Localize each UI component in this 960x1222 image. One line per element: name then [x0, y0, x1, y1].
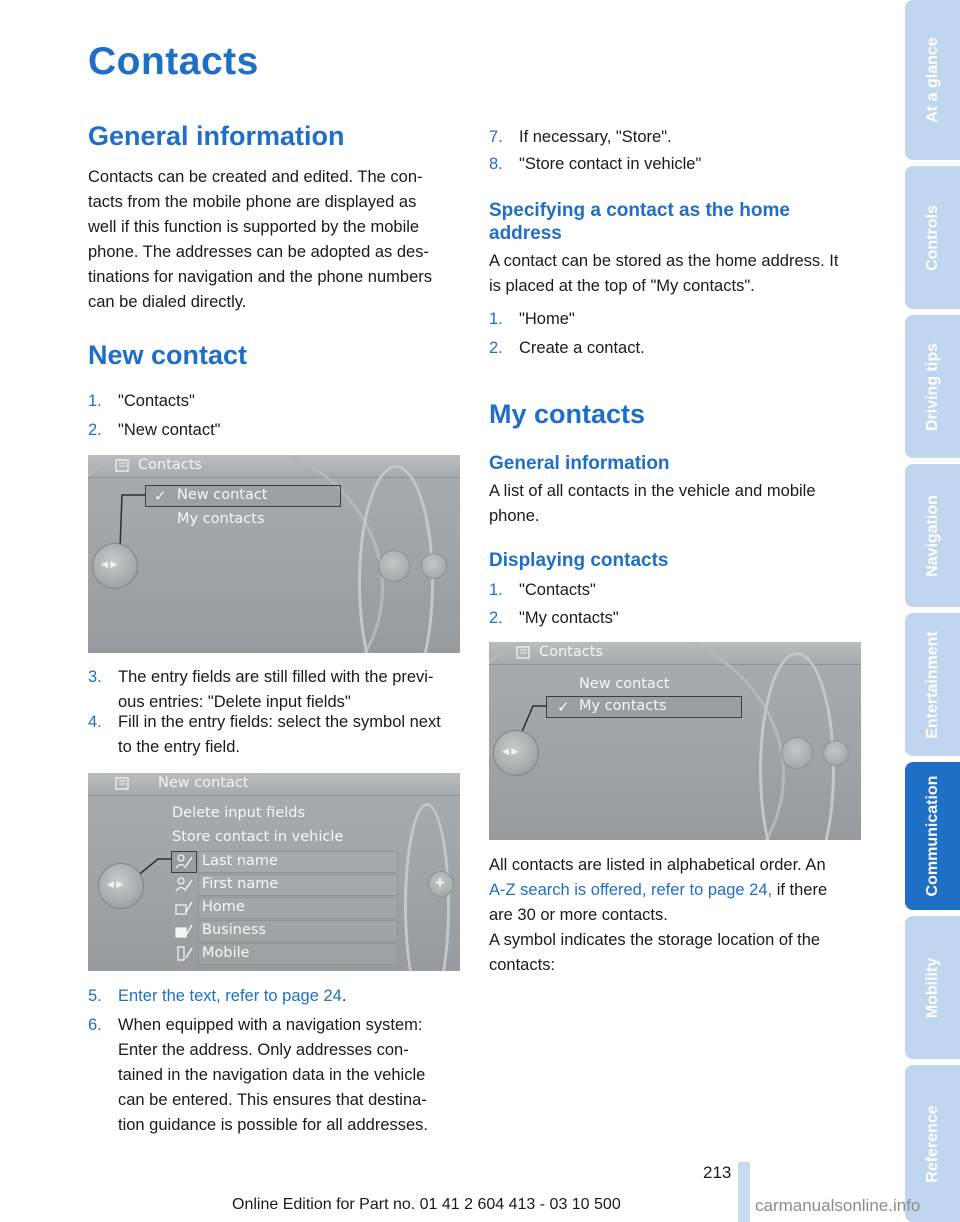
controller-knob-icon [92, 543, 138, 589]
step-text [118, 1013, 462, 1138]
section-new-contact-heading: New contact [88, 340, 248, 370]
text-line: can be dialed directly. [88, 293, 247, 311]
text-line: A contact can be stored as the home address. It [489, 252, 839, 270]
tab-label: Entertainment [923, 630, 941, 739]
text-line: A symbol indicates the storage location of the [489, 931, 821, 949]
step-number: 5. [88, 987, 102, 1005]
text-line: are 30 or more contacts. [489, 906, 668, 924]
text-line [489, 878, 869, 903]
plus-icon: + [435, 873, 445, 892]
field-label-business: Business [202, 922, 266, 938]
step-text [118, 665, 462, 715]
controller-knob-icon [98, 863, 144, 909]
check-icon: ✓ [154, 488, 167, 505]
text-line: tained in the navigation data in the vehicle [118, 1066, 426, 1084]
tab-driving-tips[interactable] [905, 315, 960, 458]
step-number: 4. [88, 713, 102, 731]
screen-title: Contacts [138, 457, 202, 473]
text-line: The entry fields are still filled with the previ- [118, 668, 434, 686]
step-text: Create a contact. [519, 339, 645, 357]
idrive-screen-new-contact [88, 773, 460, 971]
text-line: tion guidance is possible for all addresses. [118, 1116, 429, 1134]
text-line: contacts: [489, 956, 556, 974]
tab-label: Mobility [923, 957, 941, 1018]
tab-label: Driving tips [923, 342, 941, 431]
screen-title: Contacts [539, 644, 603, 660]
phone-edit-icon [174, 945, 194, 962]
step-number: 7. [489, 128, 503, 146]
step-text: "Contacts" [118, 392, 195, 410]
menu-button-icon [823, 740, 849, 766]
footer-edition-text: Online Edition for Part no. 01 41 2 604 413 - 03 10 500 [232, 1196, 621, 1213]
step-number: 2. [88, 421, 102, 439]
my-contacts-general-heading: General information [489, 453, 670, 474]
alphabetical-order-text [489, 853, 869, 928]
link-az-search[interactable]: A-Z search is offered, refer to page 24, [489, 881, 773, 899]
text-line-suffix: if there [772, 881, 828, 899]
tab-mobility[interactable] [905, 916, 960, 1059]
general-information-text [88, 165, 432, 315]
menu-item-my-contacts[interactable]: My contacts [177, 511, 265, 527]
step-text-suffix: . [341, 987, 347, 1005]
idrive-screen-contacts-menu [88, 455, 460, 653]
menu-item-delete-input-fields[interactable]: Delete input fields [172, 805, 305, 821]
text-line: well if this function is supported by the mobile [88, 218, 420, 236]
options-button-icon [378, 550, 410, 582]
knob-arrows: ◀ ▶ [502, 746, 519, 756]
text-line: phone. The addresses can be adopted as des- [88, 243, 429, 261]
screen-title: New contact [158, 775, 249, 791]
address-edit-icon [174, 899, 194, 916]
step-number: 1. [489, 581, 503, 599]
step-number: 1. [489, 310, 503, 328]
text-line: tinations for navigation and the phone numbers [88, 268, 432, 286]
my-contacts-general-text [489, 479, 861, 529]
knob-arrows: ◀ ▶ [107, 879, 124, 889]
contacts-book-icon [115, 777, 131, 790]
text-line: can be entered. This ensures that destina- [118, 1091, 427, 1109]
step-number: 2. [489, 609, 503, 627]
field-label-last-name: Last name [202, 853, 278, 869]
page-number-bar [738, 1162, 750, 1222]
home-address-text [489, 249, 861, 299]
screen-titlebar [88, 773, 460, 796]
text-line: All contacts are listed in alphabetical order. An [489, 856, 826, 874]
text-line: to the entry field. [118, 738, 240, 756]
tab-controls[interactable] [905, 166, 960, 309]
section-general-information-heading: General information [88, 121, 345, 151]
link-enter-text[interactable]: Enter the text, refer to page 24 [118, 987, 342, 1005]
text-line: Fill in the entry fields: select the symbol next [118, 713, 441, 731]
text-line: When equipped with a navigation system: [118, 1016, 423, 1034]
text-line: is placed at the top of "My contacts". [489, 277, 755, 295]
storage-location-text [489, 928, 861, 978]
text-line: A list of all contacts in the vehicle and mobile [489, 482, 816, 500]
step-text: "Store contact in vehicle" [519, 155, 702, 173]
page-number: 213 [703, 1163, 732, 1182]
text-line: Contacts can be created and edited. The con- [88, 168, 423, 186]
menu-item-new-contact[interactable]: New contact [579, 676, 670, 692]
step-text: "My contacts" [519, 609, 619, 627]
controller-knob-icon [493, 730, 539, 776]
field-label-mobile: Mobile [202, 945, 250, 961]
tab-label: Controls [923, 204, 941, 271]
text-line: Enter the address. Only addresses con- [118, 1041, 409, 1059]
heading-line: Specifying a contact as the home [489, 200, 790, 221]
field-label-home: Home [202, 899, 245, 915]
tab-communication[interactable] [905, 762, 960, 910]
menu-item-my-contacts[interactable]: My contacts [579, 698, 667, 714]
home-address-heading [489, 199, 861, 245]
tab-entertainment[interactable] [905, 613, 960, 756]
step-text: "New contact" [118, 421, 221, 439]
tab-label: Communication [923, 775, 941, 897]
tab-label: Reference [923, 1104, 941, 1183]
text-line: tacts from the mobile phone are displayed as [88, 193, 417, 211]
step-text: If necessary, "Store". [519, 128, 672, 146]
watermark-text: carmanualsonline.info [755, 1196, 921, 1215]
options-button-icon [781, 737, 813, 769]
step-text: "Contacts" [519, 581, 596, 599]
menu-item-new-contact[interactable]: New contact [177, 487, 268, 503]
page-title: Contacts [88, 40, 259, 83]
heading-line: address [489, 223, 562, 244]
address-edit-icon [174, 922, 194, 939]
text-line: ous entries: "Delete input fields" [118, 693, 351, 711]
step-text [118, 710, 462, 760]
step-number: 8. [489, 155, 503, 173]
step-number: 2. [489, 339, 503, 357]
tab-label: At a glance [923, 37, 941, 123]
step-text [118, 984, 346, 1009]
section-my-contacts-heading: My contacts [489, 399, 646, 429]
step-number: 1. [88, 392, 102, 410]
field-label-first-name: First name [202, 876, 279, 892]
step-number: 6. [88, 1016, 102, 1034]
step-number: 3. [88, 668, 102, 686]
step-text: "Home" [519, 310, 575, 328]
knob-arrows: ◀ ▶ [101, 559, 118, 569]
check-icon: ✓ [557, 699, 570, 716]
idrive-screen-my-contacts [489, 642, 861, 840]
menu-button-icon [421, 553, 447, 579]
tab-navigation[interactable] [905, 464, 960, 607]
add-button-icon [428, 871, 454, 897]
displaying-contacts-heading: Displaying contacts [489, 550, 669, 571]
menu-item-store-contact[interactable]: Store contact in vehicle [172, 829, 344, 845]
tab-at-a-glance[interactable] [905, 0, 960, 160]
text-line: phone. [489, 507, 540, 525]
tab-label: Navigation [923, 494, 941, 577]
